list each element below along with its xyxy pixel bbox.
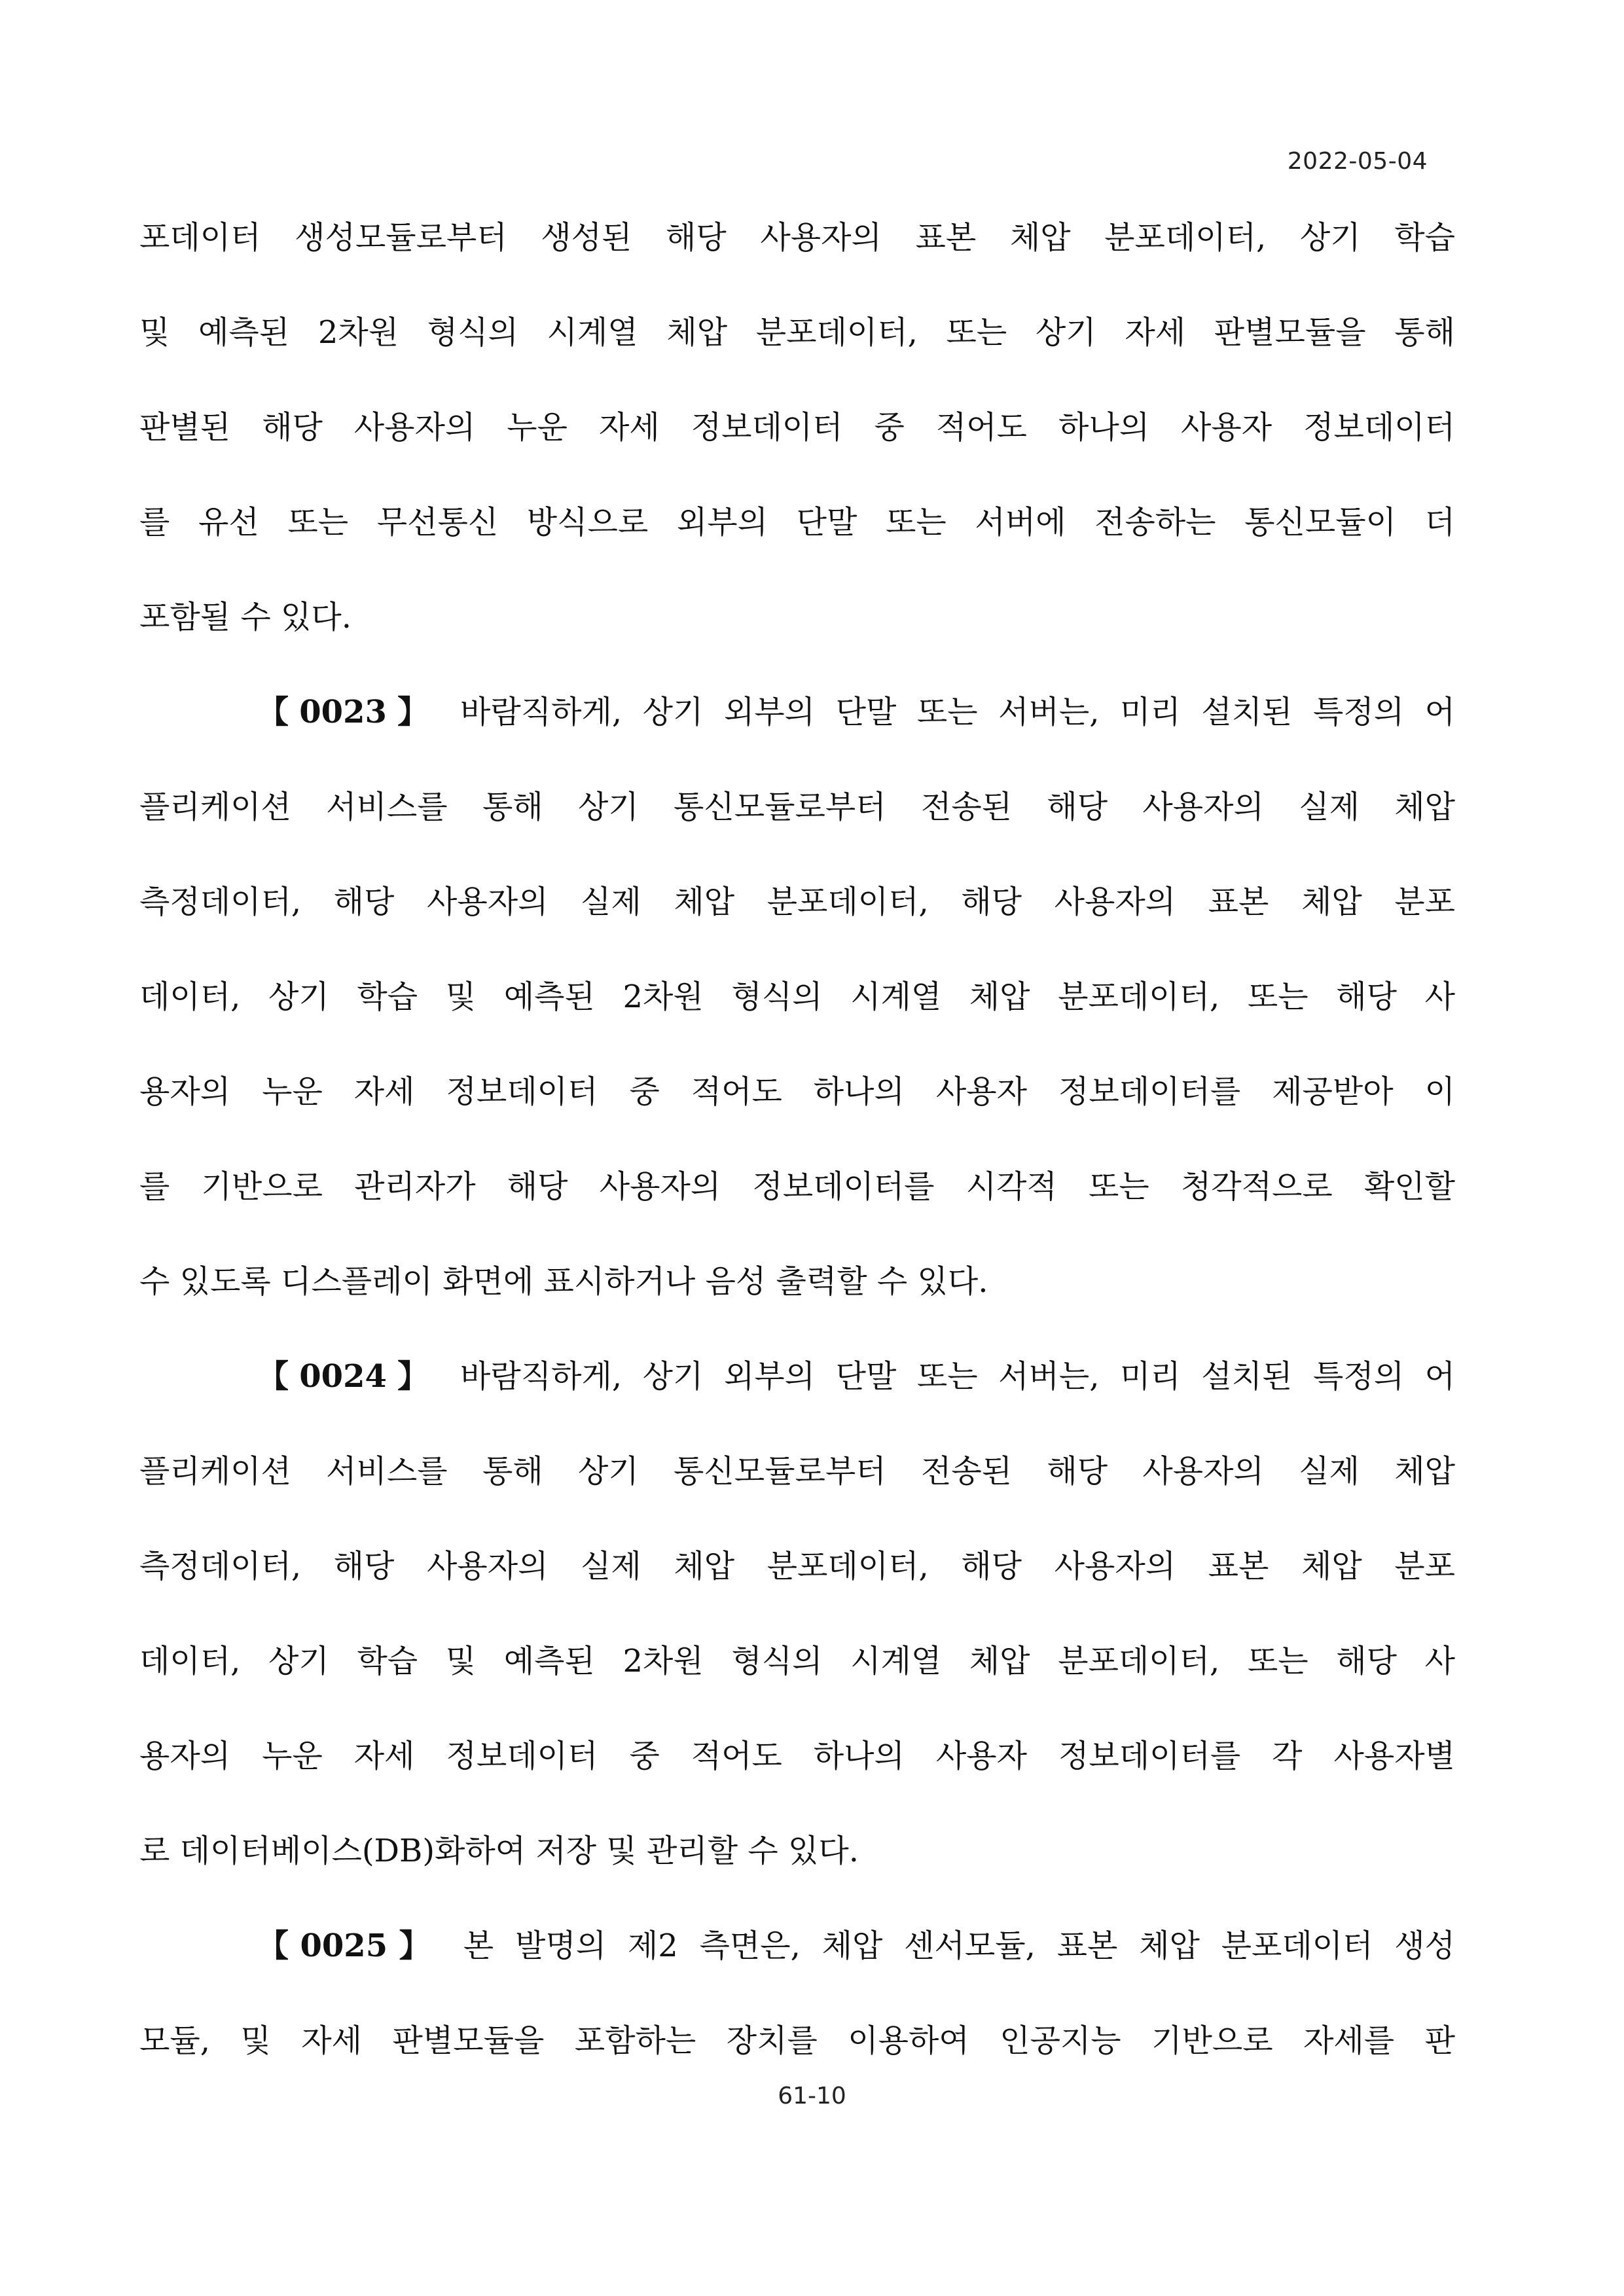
text-line: 를 기반으로 관리자가 해당 사용자의 정보데이터를 시각적 또는 청각적으로 확인할	[139, 1168, 1455, 1205]
paragraph-number: 【0024】	[257, 1358, 440, 1395]
text-line: 포데이터 생성모듈로부터 생성된 해당 사용자의 표본 체압 분포데이터, 상기 학습	[139, 219, 1455, 256]
text-segment: 바람직하게, 상기 외부의 단말 또는 서버는, 미리 설치된 특정의 어	[460, 1358, 1455, 1395]
page-number: 61-10	[778, 2083, 846, 2109]
text-line: 로 데이터베이스(DB)화하여 저장 및 관리할 수 있다.	[139, 1833, 859, 1869]
paragraph-0025-first-line	[257, 1926, 1455, 1965]
text-line: 플리케이션 서비스를 통해 상기 통신모듈로부터 전송된 해당 사용자의 실제 체압	[139, 789, 1455, 825]
text-line: 모듈, 및 자세 판별모듈을 포함하는 장치를 이용하여 인공지능 기반으로 자세를 판	[139, 2022, 1455, 2059]
text-line: 측정데이터, 해당 사용자의 실제 체압 분포데이터, 해당 사용자의 표본 체압 분포	[139, 1548, 1455, 1585]
text-line: 데이터, 상기 학습 및 예측된 2차원 형식의 시계열 체압 분포데이터, 또는 해당 사	[139, 978, 1455, 1015]
text-line: 포함될 수 있다.	[139, 599, 352, 636]
text-line: 판별된 해당 사용자의 누운 자세 정보데이터 중 적어도 하나의 사용자 정보데이터	[139, 409, 1455, 446]
text-line: 데이터, 상기 학습 및 예측된 2차원 형식의 시계열 체압 분포데이터, 또는 해당 사	[139, 1643, 1455, 1679]
text-line: 를 유선 또는 무선통신 방식으로 외부의 단말 또는 서버에 전송하는 통신모듈이 더	[139, 504, 1455, 541]
text-line: 측정데이터, 해당 사용자의 실제 체압 분포데이터, 해당 사용자의 표본 체압 분포	[139, 884, 1455, 920]
text-segment: 본 발명의 제2 측면은, 체압 센서모듈, 표본 체압 분포데이터 생성	[463, 1928, 1455, 1964]
text-segment: 바람직하게, 상기 외부의 단말 또는 서버는, 미리 설치된 특정의 어	[460, 694, 1455, 730]
text-line: 수 있도록 디스플레이 화면에 표시하거나 음성 출력할 수 있다.	[139, 1263, 988, 1300]
paragraph-0024-first-line	[257, 1357, 1455, 1396]
text-line: 용자의 누운 자세 정보데이터 중 적어도 하나의 사용자 정보데이터를 각 사용자별	[139, 1738, 1455, 1774]
header-date: 2022-05-04	[1287, 148, 1428, 175]
paragraph-number: 【0023】	[257, 694, 440, 730]
text-line: 및 예측된 2차원 형식의 시계열 체압 분포데이터, 또는 상기 자세 판별모듈을 통해	[139, 314, 1455, 351]
text-line: 용자의 누운 자세 정보데이터 중 적어도 하나의 사용자 정보데이터를 제공받아 이	[139, 1073, 1455, 1110]
paragraph-number: 【0025】	[257, 1928, 442, 1964]
text-line: 플리케이션 서비스를 통해 상기 통신모듈로부터 전송된 해당 사용자의 실제 체압	[139, 1453, 1455, 1490]
paragraph-0023-first-line	[257, 692, 1455, 732]
